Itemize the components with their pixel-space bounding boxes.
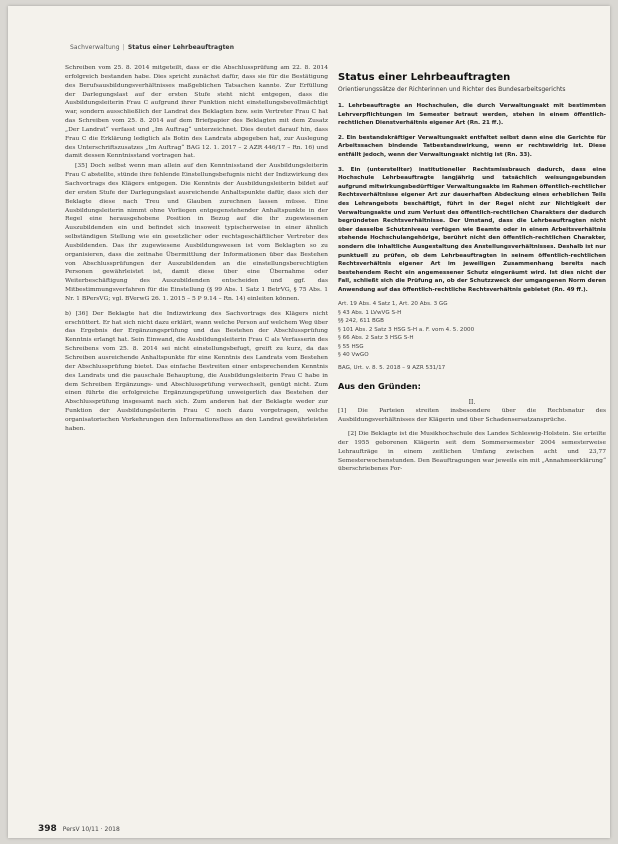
left-paragraph-36: b) [36] Der Beklagte hat die Indizwirkung des Sachvortrags des Klägers nicht erschüttert. Er hat sich nicht dazu erklärt, wann welche Person auf welchem Weg über das Ergebnis der Ergänzungsprüfung und das Bestehen der Abschlussprüfung Kenntnis erlangt hat. Sein Einwand, die Ausbildungsleiterin Frau C als Verfasserin des Schreibens vom 25. 8. 2014 sei nicht einstellungsbefugt, greift zu kurz, da das Schreiben ausreichende Anhaltspunkte für eine Kenntnis des Landrats vom Bestehen der Abschlussprüfung bietet. Das einfache Bestreiten einer entsprechenden Kenntnis des Landrats und die pauschale Behauptung, die Ausbildungsleiterin Frau C habe in dem Schreiben Ergänzungs- und Abschlussprüfung verwechselt, genügt nicht. Zum einen führte die erfolgreiche Ergänzungsprüfung unweigerlich das Bestehen der Abschlussprüfung insgesamt nach sich. Zum anderen hat der Beklagte weder zur Funktion der Ausbildungsleiterin Frau C noch dazu vorgetragen, welche organisatorischen Vorkehrungen den Informationsfluss an den Landrat gewährleisten haben.: [65, 309, 328, 432]
left-paragraph-35: [35] Doch selbst wenn man allein auf den Kenntnisstand der Ausbildungsleiterin Frau C abstellte, stünde ihre fehlende Einstellungsbefugnis nicht der Indizwirkung des Sachvortrags des Klägers entgegen. Die Kenntnis der Ausbildungsleiterin bildet auf der ersten Stufe der Darlegungslast ausreichende Anhaltspunkte dafür, dass sich der Beklagte diese nach Treu und Glauben zurechnen lassen müsse. Eine Ausbildungsleiterin nimmt ohne Vorliegen entgegenstehender Anhaltspunkte in der Regel eine herausgehobene Position in Bezug auf die ihr zugewiesenen Auszubildenden ein und befindet sich insoweit typischerweise in einer ähnlich selbständigen Stellung wie ein gesetzlicher oder rechtsgeschäftlicher Vertreter des Ausbildenden. Das ihr zugewiesene Ausbildungswesen ist vom Beklagten so zu organisieren, dass die zeitnahe Übermittlung der Informationen über das Bestehen von Abschlussprüfungen der Auszubildenden an die einstellungsberechtigten Personen gewährleistet ist, damit diese über eine Übernahme oder Weiterbeschäftigung des Auszubildenden entscheiden und ggf. das Mitbestimmungsverfahren für die Einstellung (§ 99 Abs. 1 Satz 1 BetrVG, § 75 Abs. 1 Nr. 1 BPersVG; vgl. BVerwG 26. 1. 2015 – 5 P 9.14 – Rn. 14) einleiten können.: [65, 162, 329, 302]
running-head-title: Status einer Lehrbeauftragten: [127, 44, 235, 51]
page-number: 398: [38, 824, 57, 834]
norm-references: [338, 300, 606, 359]
right-paragraph-1: [1] Die Parteien streiten insbesondere über die Rechtsnatur des Ausbildungsverhältnisses der Klägerin und über Schadensersatzansprüche.: [338, 407, 606, 424]
article-subhead: Orientierungssätze der Richterinnen und Richter des Bundesarbeitsgerichts: [338, 86, 566, 93]
norm-reference: § 66 Abs. 2 Satz 3 HSG S-H: [338, 335, 414, 342]
left-paragraph-1: Schreiben vom 25. 8. 2014 mitgeteilt, dass er die Abschlussprüfung am 22. 8. 2014 erfolgreich bestanden habe. Dies spricht zunächst dafür, dass sie für die Bestätigung des Berufsausbildungsverhältnisses maßgeblichen Tatsachen kannte. Zur Erfüllung der Darlegungslast auf der ersten Stufe steht nicht entgegen, dass die Ausbildungsleiterin Frau C aufgrund ihrer Funktion nicht einstellungsbevollmächtigt war, sondern ausschließlich der Landrat des Beklagten bzw. sein Vertreter Frau C hat das Schreiben vom 25. 8. 2014 auf dem Briefpapier des Beklagten mit dem Zusatz „Der Landrat“ verfasst und „Im Auftrag“ unterzeichnet. Dies deutet darauf hin, dass Frau C die Erklärung lediglich als Botin des Landrats abgegeben hat, zur Auslegung des Unterschriftszusatzes „Im Auftrag“ BAG 12. 1. 2017 – 2 AZR 446/17 – Rn. 16) und damit dessen Kenntnisstand vortragen hat.: [65, 64, 328, 160]
running-head-section: Sachverwaltung: [70, 44, 120, 51]
guiding-principle-3: 3. Ein (unterstellter) institutioneller Rechtsmissbrauch dadurch, dass eine Hochschule Lehrbeauftragte langjährig und tatsächlich weisungsgebunden aufgrund mitwirkungsbedürftiger Verwaltungsakte im Rahmen öffentlich-rechtlicher Rechtsverhältnisse eigener Art zur dauerhaften Abdeckung eines erheblichen Teils des Lehrangebots beschäftigt, führt in der Regel nicht zur Nichtigkeit der Verwaltungsakte und zum Verlust des öffentlich-rechtlichen Charakters der dadurch begründeten Rechtsverhältnisse. Der Umstand, dass die Lehrbeauftragten nicht über dasselbe Schutzniveau verfügen wie Beamte oder in einem Arbeitsverhältnis stehende Hochschulangehörige, berührt nicht den öffentlich-rechtlichen Charakter, sondern die inhaltliche Ausgestaltung des Anstellungsverhältnisses. Deshalb ist nur punktuell zu prüfen, ob dem Lehrbeauftragten in seinem öffentlich-rechtlichen Rechtsverhältnis eigener Art im jeweiligen Zusammenhang bereits nach bestehendem Recht ein angemessener Schutz eingeräumt wird. Ist dies nicht der Fall, schließt sich die Prüfung an, ob der Schutzzweck der umgangenen Norm deren Anwendung auf das öffentlich-rechtliche Rechtsverhältnis gebietet (Rn. 49 ff.).: [338, 166, 606, 293]
norm-reference: § 40 VwGO: [338, 351, 369, 358]
norm-reference: §§ 242, 611 BGB: [338, 318, 384, 325]
article-heading: Status einer Lehrbeauftragten: [338, 72, 511, 83]
journal-issue: PersV 10/11 · 2018: [62, 826, 120, 833]
reasons-heading: Aus den Gründen:: [338, 381, 421, 392]
page-footer: [38, 816, 120, 835]
norm-reference: § 55 HSG: [338, 343, 364, 350]
running-head-separator: |: [122, 44, 125, 51]
guiding-principle-2: 2. Ein bestandskräftiger Verwaltungsakt entfaltet selbst dann eine die Gerichte für Arbeitssachen bindende Tatbestandswirkung, wenn er rechtswidrig ist. Diese entfällt jedoch, wenn der Verwaltungsakt nichtig ist (Rn. 33).: [338, 134, 606, 158]
guiding-principle-1: 1. Lehrbeauftragte an Hochschulen, die durch Verwaltungsakt mit bestimmten Lehrverpflichtungen im Semester betraut werden, stehen in einem öffentlich-rechtlichen Dienstverhältnis eigener Art (Rn. 21 ff.).: [338, 103, 606, 127]
section-numeral: II.: [468, 399, 476, 407]
running-head: [70, 44, 234, 51]
norm-reference: § 101 Abs. 2 Satz 3 HSG S-H a. F. vom 4. 5. 2000: [338, 326, 475, 333]
left-column: [65, 64, 328, 434]
document-page: [8, 6, 610, 838]
norm-reference: Art. 19 Abs. 4 Satz 1, Art. 20 Abs. 3 GG: [338, 301, 448, 308]
right-column: [338, 72, 606, 474]
court-citation: BAG, Urt. v. 8. 5. 2018 – 9 AZR 531/17: [338, 365, 446, 372]
right-paragraph-2: [2] Die Beklagte ist die Musikhochschule des Landes Schleswig-Holstein. Sie erteilte der 1955 geborenen Klägerin seit dem Sommersemester 2004 semesterweise Lehraufträge in einem zeitlichen Umfang zwischen acht und 23,77 Semesterwochenstunden. Den Beauftragungen war jeweils ein mit „Annahmeerklärung“ überschriebenes For-: [338, 430, 606, 473]
norm-reference: § 43 Abs. 1 LVwVG S-H: [338, 309, 402, 316]
